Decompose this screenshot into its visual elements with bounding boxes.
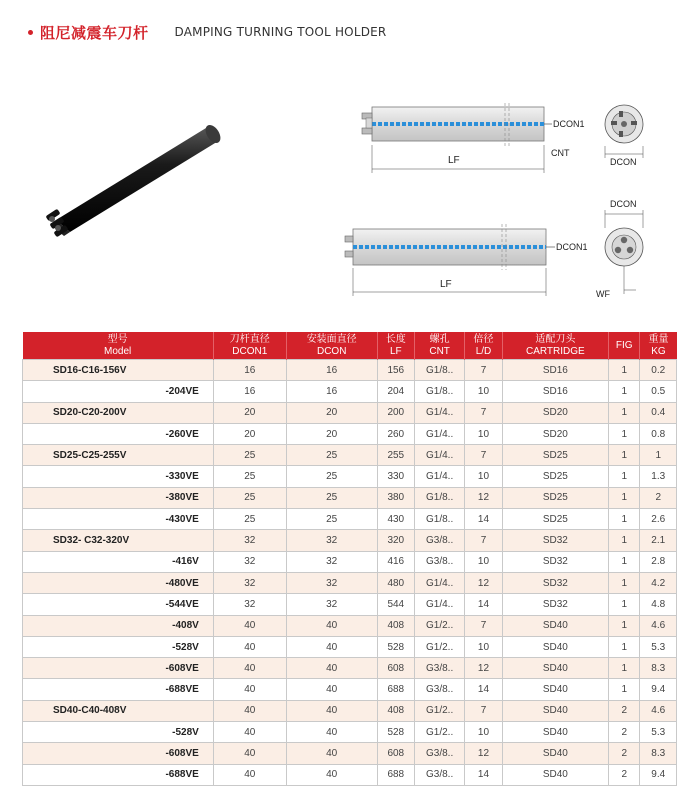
table-row bbox=[23, 658, 677, 679]
column-header-en: DCON bbox=[316, 345, 347, 357]
table-row bbox=[23, 402, 677, 423]
table-cell: 7 bbox=[465, 360, 502, 381]
column-header bbox=[609, 332, 640, 360]
column-header-en: L/D bbox=[475, 345, 492, 357]
table-row bbox=[23, 764, 677, 785]
table-cell: 8.3 bbox=[640, 743, 677, 764]
table-cell: 528 bbox=[377, 636, 414, 657]
table-row bbox=[23, 423, 677, 444]
table-cell: 7 bbox=[465, 445, 502, 466]
table-cell: SD40 bbox=[502, 743, 608, 764]
table-row bbox=[23, 572, 677, 593]
table-cell: 7 bbox=[465, 530, 502, 551]
table-row bbox=[23, 743, 677, 764]
table-cell: 20 bbox=[286, 402, 377, 423]
table-cell: 40 bbox=[213, 722, 286, 743]
fig1-dcon-label: DCON bbox=[610, 157, 637, 167]
table-cell: G1/4.. bbox=[414, 594, 464, 615]
column-header bbox=[286, 332, 377, 360]
page-header bbox=[28, 20, 386, 44]
table-row bbox=[23, 679, 677, 700]
table-row bbox=[23, 636, 677, 657]
column-header bbox=[414, 332, 464, 360]
table-cell: 1 bbox=[609, 530, 640, 551]
table-cell: 32 bbox=[286, 594, 377, 615]
table-header-row bbox=[23, 332, 677, 360]
column-header-cn: 型号 bbox=[107, 333, 128, 345]
fig2-dcon1-label: DCON1 bbox=[556, 242, 588, 252]
model-cell: -204VE bbox=[23, 381, 214, 402]
table-cell: 10 bbox=[465, 381, 502, 402]
table-cell: 608 bbox=[377, 658, 414, 679]
fig1-cnt-label: CNT bbox=[551, 148, 570, 158]
column-header-cn: 适配刀头 bbox=[535, 333, 576, 345]
table-cell: 260 bbox=[377, 423, 414, 444]
table-cell: 1 bbox=[609, 572, 640, 593]
table-cell: 10 bbox=[465, 423, 502, 444]
table-row bbox=[23, 445, 677, 466]
table-cell: 1 bbox=[609, 615, 640, 636]
table-cell: 2.1 bbox=[640, 530, 677, 551]
fig2-dcon-label: DCON bbox=[610, 199, 637, 209]
table-cell: 320 bbox=[377, 530, 414, 551]
model-cell: -528V bbox=[23, 636, 214, 657]
table-row bbox=[23, 594, 677, 615]
table-cell: 5.3 bbox=[640, 636, 677, 657]
table-cell: G1/2.. bbox=[414, 722, 464, 743]
table-cell: 20 bbox=[213, 402, 286, 423]
fig1-dcon1-label: DCON1 bbox=[553, 119, 585, 129]
table-cell: 2.6 bbox=[640, 509, 677, 530]
table-cell: 14 bbox=[465, 509, 502, 530]
table-cell: 14 bbox=[465, 594, 502, 615]
table-cell: 32 bbox=[213, 551, 286, 572]
table-cell: 32 bbox=[213, 572, 286, 593]
fig2-end-view bbox=[596, 199, 643, 299]
table-cell: 25 bbox=[213, 487, 286, 508]
table-cell: SD32 bbox=[502, 551, 608, 572]
column-header-cn: 倍径 bbox=[473, 333, 494, 345]
table-cell: 480 bbox=[377, 572, 414, 593]
table-cell: 40 bbox=[286, 743, 377, 764]
table-cell: 20 bbox=[213, 423, 286, 444]
table-cell: 40 bbox=[286, 700, 377, 721]
model-cell: -688VE bbox=[23, 764, 214, 785]
column-header-cn: 螺孔 bbox=[429, 333, 450, 345]
table-cell: SD32 bbox=[502, 530, 608, 551]
title-english: DAMPING TURNING TOOL HOLDER bbox=[174, 25, 387, 39]
column-header-en: KG bbox=[651, 345, 666, 357]
table-cell: 1 bbox=[640, 445, 677, 466]
table-cell: 1 bbox=[609, 402, 640, 423]
table-cell: SD25 bbox=[502, 509, 608, 530]
table-cell: SD25 bbox=[502, 487, 608, 508]
table-cell: 10 bbox=[465, 722, 502, 743]
table-cell: G1/8.. bbox=[414, 487, 464, 508]
table-row bbox=[23, 551, 677, 572]
product-figure bbox=[0, 0, 700, 320]
table-cell: 10 bbox=[465, 466, 502, 487]
table-cell: G1/4.. bbox=[414, 572, 464, 593]
table-row bbox=[23, 381, 677, 402]
model-cell: -608VE bbox=[23, 743, 214, 764]
table-cell: G1/2.. bbox=[414, 636, 464, 657]
table-cell: 4.2 bbox=[640, 572, 677, 593]
table-cell: 16 bbox=[213, 360, 286, 381]
table-cell: 608 bbox=[377, 743, 414, 764]
column-header bbox=[23, 332, 214, 360]
table-body bbox=[23, 360, 677, 786]
table-cell: 40 bbox=[213, 636, 286, 657]
table-cell: 40 bbox=[286, 658, 377, 679]
table-cell: 40 bbox=[213, 700, 286, 721]
table-cell: 1 bbox=[609, 636, 640, 657]
column-header bbox=[502, 332, 608, 360]
model-cell: -480VE bbox=[23, 572, 214, 593]
table-cell: G1/4.. bbox=[414, 445, 464, 466]
table-cell: 200 bbox=[377, 402, 414, 423]
column-header-cn: 刀杆直径 bbox=[229, 333, 270, 345]
table-cell: 14 bbox=[465, 764, 502, 785]
cartridge-head-icon bbox=[45, 209, 68, 238]
table-cell: 25 bbox=[286, 445, 377, 466]
table-cell: 156 bbox=[377, 360, 414, 381]
table-row bbox=[23, 487, 677, 508]
table-cell: SD20 bbox=[502, 423, 608, 444]
table-cell: G1/8.. bbox=[414, 509, 464, 530]
table-cell: 1 bbox=[609, 381, 640, 402]
table-cell: G1/4.. bbox=[414, 466, 464, 487]
table-row bbox=[23, 466, 677, 487]
table-cell: 25 bbox=[286, 509, 377, 530]
table-cell: 1 bbox=[609, 658, 640, 679]
table-cell: 1 bbox=[609, 487, 640, 508]
table-cell: 10 bbox=[465, 636, 502, 657]
table-cell: G1/2.. bbox=[414, 700, 464, 721]
table-cell: 25 bbox=[286, 487, 377, 508]
tool-holder-photo bbox=[45, 122, 223, 237]
table-cell: 40 bbox=[286, 722, 377, 743]
table-cell: 40 bbox=[213, 743, 286, 764]
table-cell: 1 bbox=[609, 445, 640, 466]
column-header-en: CNT bbox=[429, 345, 450, 357]
table-cell: 544 bbox=[377, 594, 414, 615]
table-cell: 416 bbox=[377, 551, 414, 572]
model-cell: -544VE bbox=[23, 594, 214, 615]
model-cell: -608VE bbox=[23, 658, 214, 679]
table-cell: 20 bbox=[286, 423, 377, 444]
table-cell: G1/4.. bbox=[414, 423, 464, 444]
table-cell: G3/8.. bbox=[414, 530, 464, 551]
model-cell: -688VE bbox=[23, 679, 214, 700]
table-cell: 40 bbox=[213, 679, 286, 700]
table-cell: 40 bbox=[286, 679, 377, 700]
model-cell: -330VE bbox=[23, 466, 214, 487]
fig2-side-view bbox=[345, 224, 588, 296]
table-cell: 7 bbox=[465, 615, 502, 636]
model-cell: -528V bbox=[23, 722, 214, 743]
table-cell: 1 bbox=[609, 594, 640, 615]
table-cell: G3/8.. bbox=[414, 679, 464, 700]
model-cell: SD25-C25-255V bbox=[23, 445, 214, 466]
table-cell: 1 bbox=[609, 679, 640, 700]
model-cell: -430VE bbox=[23, 509, 214, 530]
table-cell: 1 bbox=[609, 509, 640, 530]
table-cell: 408 bbox=[377, 700, 414, 721]
table-cell: SD25 bbox=[502, 466, 608, 487]
table-cell: G3/8.. bbox=[414, 764, 464, 785]
table-cell: 12 bbox=[465, 572, 502, 593]
table-cell: 688 bbox=[377, 679, 414, 700]
spec-table bbox=[22, 332, 677, 786]
table-cell: SD16 bbox=[502, 360, 608, 381]
table-row bbox=[23, 530, 677, 551]
fig1-lf-label: LF bbox=[448, 155, 460, 166]
table-cell: 40 bbox=[213, 764, 286, 785]
table-cell: SD32 bbox=[502, 594, 608, 615]
model-cell: -416V bbox=[23, 551, 214, 572]
model-cell: SD16-C16-156V bbox=[23, 360, 214, 381]
table-cell: SD25 bbox=[502, 445, 608, 466]
table-row bbox=[23, 722, 677, 743]
column-header bbox=[465, 332, 502, 360]
table-cell: SD40 bbox=[502, 636, 608, 657]
table-cell: 40 bbox=[213, 615, 286, 636]
table-row bbox=[23, 700, 677, 721]
table-cell: 0.4 bbox=[640, 402, 677, 423]
model-cell: SD32- C32-320V bbox=[23, 530, 214, 551]
table-cell: 40 bbox=[286, 636, 377, 657]
column-header-en: LF bbox=[389, 345, 402, 357]
table-cell: 8.3 bbox=[640, 658, 677, 679]
table-cell: 40 bbox=[286, 764, 377, 785]
fig2-lf-label: LF bbox=[440, 279, 452, 290]
table-row bbox=[23, 615, 677, 636]
model-cell: -408V bbox=[23, 615, 214, 636]
table-cell: 40 bbox=[286, 615, 377, 636]
table-cell: 0.8 bbox=[640, 423, 677, 444]
table-cell: 2 bbox=[640, 487, 677, 508]
table-cell: G1/8.. bbox=[414, 381, 464, 402]
table-cell: 2 bbox=[609, 743, 640, 764]
table-cell: 255 bbox=[377, 445, 414, 466]
model-cell: SD20-C20-200V bbox=[23, 402, 214, 423]
title-chinese: 阻尼减震车刀杆 bbox=[40, 23, 149, 42]
table-cell: G1/8.. bbox=[414, 360, 464, 381]
table-cell: 16 bbox=[286, 381, 377, 402]
bullet-icon bbox=[28, 30, 33, 35]
table-cell: 204 bbox=[377, 381, 414, 402]
column-header-cn: 重量 bbox=[648, 333, 669, 345]
table-cell: 1 bbox=[609, 423, 640, 444]
table-cell: SD20 bbox=[502, 402, 608, 423]
column-header-en: FIG bbox=[615, 339, 633, 351]
table-cell: G1/2.. bbox=[414, 615, 464, 636]
column-header bbox=[640, 332, 677, 360]
model-cell: -380VE bbox=[23, 487, 214, 508]
fig2-wf-label: WF bbox=[596, 289, 610, 299]
table-cell: G3/8.. bbox=[414, 658, 464, 679]
table-cell: 2 bbox=[609, 700, 640, 721]
table-cell: 1 bbox=[609, 360, 640, 381]
table-cell: SD40 bbox=[502, 615, 608, 636]
table-cell: 528 bbox=[377, 722, 414, 743]
table-cell: SD40 bbox=[502, 679, 608, 700]
table-cell: 32 bbox=[213, 530, 286, 551]
table-cell: 380 bbox=[377, 487, 414, 508]
column-header-en: CARTRIDGE bbox=[525, 345, 585, 357]
table-cell: 688 bbox=[377, 764, 414, 785]
table-cell: SD16 bbox=[502, 381, 608, 402]
column-header-cn: 长度 bbox=[385, 333, 406, 345]
column-header bbox=[377, 332, 414, 360]
fig1-end-view bbox=[605, 105, 643, 167]
table-row bbox=[23, 509, 677, 530]
table-cell: 32 bbox=[286, 530, 377, 551]
fig1-side-view bbox=[362, 103, 585, 173]
table-cell: 7 bbox=[465, 402, 502, 423]
table-row bbox=[23, 360, 677, 381]
table-cell: 330 bbox=[377, 466, 414, 487]
table-cell: 25 bbox=[213, 445, 286, 466]
table-cell: 25 bbox=[286, 466, 377, 487]
table-cell: 2 bbox=[609, 764, 640, 785]
table-cell: 32 bbox=[286, 551, 377, 572]
column-header bbox=[213, 332, 286, 360]
table-cell: 16 bbox=[286, 360, 377, 381]
table-cell: 4.6 bbox=[640, 615, 677, 636]
model-cell: -260VE bbox=[23, 423, 214, 444]
table-cell: 4.6 bbox=[640, 700, 677, 721]
table-cell: 25 bbox=[213, 509, 286, 530]
table-cell: 4.8 bbox=[640, 594, 677, 615]
model-cell: SD40-C40-408V bbox=[23, 700, 214, 721]
table-cell: 0.2 bbox=[640, 360, 677, 381]
table-cell: 1 bbox=[609, 551, 640, 572]
table-cell: 2.8 bbox=[640, 551, 677, 572]
table-cell: 5.3 bbox=[640, 722, 677, 743]
table-cell: 1 bbox=[609, 466, 640, 487]
table-cell: 32 bbox=[213, 594, 286, 615]
column-header-en: DCON1 bbox=[232, 345, 268, 357]
table-cell: SD40 bbox=[502, 658, 608, 679]
table-cell: 0.5 bbox=[640, 381, 677, 402]
table-cell: 25 bbox=[213, 466, 286, 487]
table-cell: 408 bbox=[377, 615, 414, 636]
table-cell: 2 bbox=[609, 722, 640, 743]
column-header-en: Model bbox=[104, 345, 132, 357]
table-cell: SD32 bbox=[502, 572, 608, 593]
table-cell: 430 bbox=[377, 509, 414, 530]
column-header-cn: 安装面直径 bbox=[306, 333, 357, 345]
table-cell: G3/8.. bbox=[414, 551, 464, 572]
table-cell: 40 bbox=[213, 658, 286, 679]
table-cell: 32 bbox=[286, 572, 377, 593]
table-cell: SD40 bbox=[502, 700, 608, 721]
table-cell: 16 bbox=[213, 381, 286, 402]
table-cell: G1/4.. bbox=[414, 402, 464, 423]
table-cell: 12 bbox=[465, 743, 502, 764]
table-cell: 9.4 bbox=[640, 764, 677, 785]
table-cell: 12 bbox=[465, 487, 502, 508]
table-cell: G3/8.. bbox=[414, 743, 464, 764]
table-cell: 12 bbox=[465, 658, 502, 679]
table-cell: 9.4 bbox=[640, 679, 677, 700]
table-cell: SD40 bbox=[502, 722, 608, 743]
table-cell: 14 bbox=[465, 679, 502, 700]
table-cell: 10 bbox=[465, 551, 502, 572]
table-cell: 1.3 bbox=[640, 466, 677, 487]
table-cell: 7 bbox=[465, 700, 502, 721]
table-cell: SD40 bbox=[502, 764, 608, 785]
